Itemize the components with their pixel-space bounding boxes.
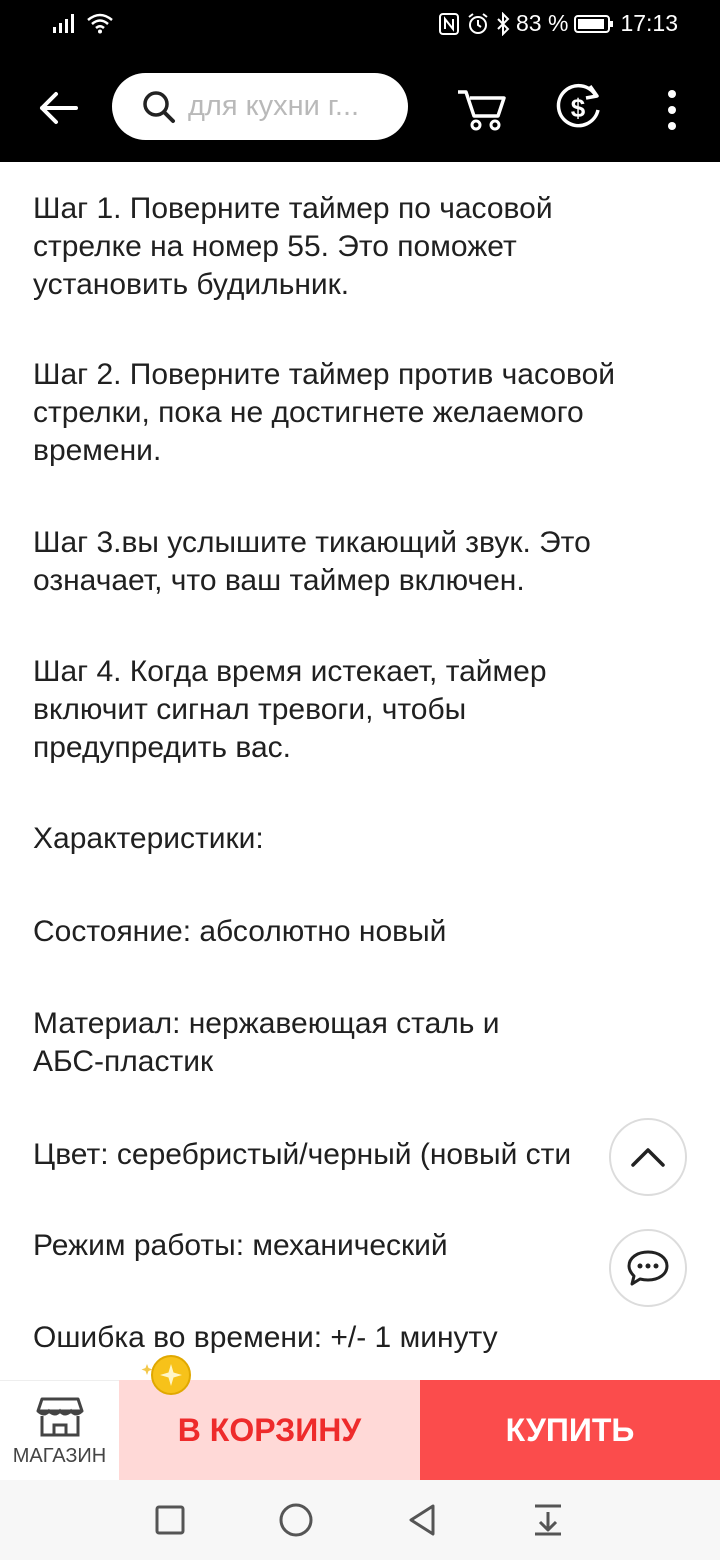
store-icon: [36, 1395, 84, 1439]
recents-square-icon: [154, 1504, 186, 1536]
bluetooth-icon: [496, 12, 510, 36]
alarm-icon: [466, 12, 490, 36]
chat-button[interactable]: [609, 1229, 687, 1307]
signal-icon: [52, 12, 78, 34]
store-label: МАГАЗИН: [12, 1445, 107, 1467]
spec-time-error: Ошибка во времени: +/- 1 минуту: [33, 1321, 498, 1354]
back-button[interactable]: [30, 80, 86, 136]
recents-button[interactable]: [150, 1500, 190, 1540]
home-button[interactable]: [276, 1500, 316, 1540]
coins-button[interactable]: [548, 76, 608, 136]
description-step-3: Шаг 3.вы услышите тикающий звук. Это означает, что ваш таймер включен.: [33, 526, 591, 597]
back-arrow-icon: [38, 91, 78, 125]
clock-time: 17:13: [620, 10, 678, 36]
notification-pull-icon: [532, 1503, 564, 1537]
buy-now-button[interactable]: КУПИТЬ: [420, 1380, 720, 1480]
search-placeholder: для кухни г...: [188, 90, 360, 122]
coin-sparkle-icon: [140, 1352, 192, 1396]
store-button[interactable]: [0, 1380, 119, 1480]
system-navigation-bar: [0, 1480, 720, 1560]
search-icon: [142, 90, 176, 124]
description-step-1: Шаг 1. Поверните таймер по часовой стрелке на номер 55. Это поможет установить будильник.: [33, 192, 553, 301]
battery-icon: [574, 13, 614, 35]
back-triangle-icon: [406, 1503, 438, 1537]
product-description: [0, 162, 720, 1380]
svg-text:$: $: [570, 93, 586, 123]
chat-bubble-icon: [626, 1248, 670, 1288]
add-to-cart-button[interactable]: В КОРЗИНУ: [119, 1380, 420, 1480]
spec-mode: Режим работы: механический: [33, 1229, 448, 1262]
description-step-2: Шаг 2. Поверните таймер против часовой стрелки, пока не достигнете желаемого времени.: [33, 358, 616, 467]
description-step-4: Шаг 4. Когда время истекает, таймер включит сигнал тревоги, чтобы предупредить вас.: [33, 655, 547, 764]
spec-color: Цвет: серебристый/черный (новый сти: [33, 1138, 572, 1171]
search-input[interactable]: [112, 73, 408, 140]
more-vertical-icon: [668, 90, 676, 98]
wifi-icon: [86, 12, 114, 34]
home-circle-icon: [278, 1502, 314, 1538]
more-menu-button[interactable]: [656, 80, 688, 140]
back-nav-button[interactable]: [402, 1500, 442, 1540]
cart-icon: [452, 78, 512, 138]
nfc-icon: [438, 12, 460, 36]
notification-pull-button[interactable]: [528, 1500, 568, 1540]
action-bar: [0, 1380, 720, 1480]
status-bar: [0, 0, 720, 52]
coin-dollar-icon: [548, 76, 608, 136]
specs-heading: Характеристики:: [33, 822, 264, 855]
spec-condition: Состояние: абсолютно новый: [33, 915, 447, 948]
battery-percent: 83 %: [516, 10, 569, 36]
chevron-up-icon: [630, 1146, 666, 1168]
scroll-top-button[interactable]: [609, 1118, 687, 1196]
spec-material: Материал: нержавеющая сталь и АБС-пластик: [33, 1007, 500, 1078]
cart-button[interactable]: [452, 78, 512, 138]
app-bar: [0, 52, 720, 162]
